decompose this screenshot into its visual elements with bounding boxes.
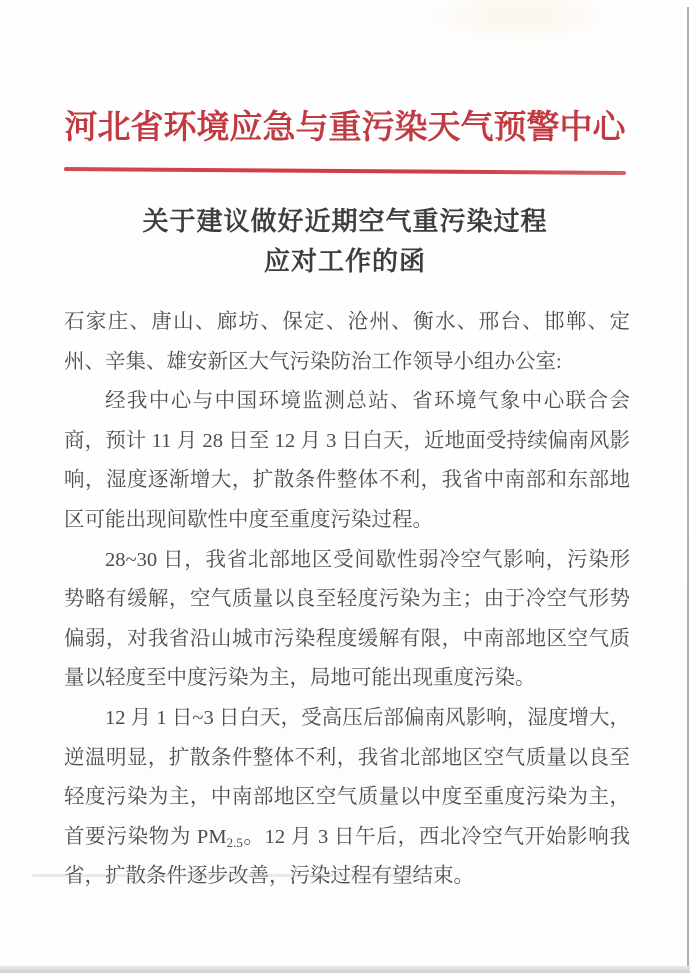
scan-page-edge-line [687,7,689,973]
pm25-subscript: 2.5 [226,834,243,850]
paragraph-dec-1-3-text-continued: 。12 月 3 日午后，西北冷空气开始影响我省，扩散条件逐步改善，污染过程有望结束。 [64,825,630,888]
letterhead-divider-rule [64,167,626,175]
scan-smudge-artifact [32,874,424,877]
letter-body [64,303,630,897]
paragraph-nov-28-30: 28~30 日，我省北部地区受间歇性弱冷空气影响，污染形势略有缓解，空气质量以良至轻度污染为主；由于冷空气形势偏弱，对我省沿山城市污染程度缓解有限，中南部地区空气质量以轻度至中度污染为主，局地可能出现重度污染。 [64,548,630,690]
salutation-recipients: 石家庄、唐山、廊坊、保定、沧州、衡水、邢台、邯郸、定州、辛集、雄安新区大气污染防治工作领导小组办公室: [64,311,630,373]
document-title-line2: 应对工作的函 [263,247,426,276]
paragraph-forecast-overview: 经我中心与中国环境监测总站、省环境气象中心联合会商，预计 11 月 28 日至 12 月 3 日白天，近地面受持续偏南风影响，湿度逐渐增大，扩散条件整体不利，我省中南部和东部地区可能出现间歇性中度至重度污染过程。 [64,390,630,531]
document-title-line1: 关于建议做好近期空气重污染过程 [142,207,548,236]
document-title [40,202,650,282]
paragraph-dec-1-3 [64,699,630,897]
scan-bottom-edge-bar [0,966,690,973]
paragraph-dec-1-3-text: 12 月 1 日~3 日白天，受高压后部偏南风影响，湿度增大，逆温明显，扩散条件整体不利，我省北部地区空气质量以良至轻度污染为主，中南部地区空气质量以中度至重度污染为主，首要污染物为 PM [64,706,630,848]
letterhead-title: 河北省环境应急与重污染天气预警中心 [64,110,626,146]
